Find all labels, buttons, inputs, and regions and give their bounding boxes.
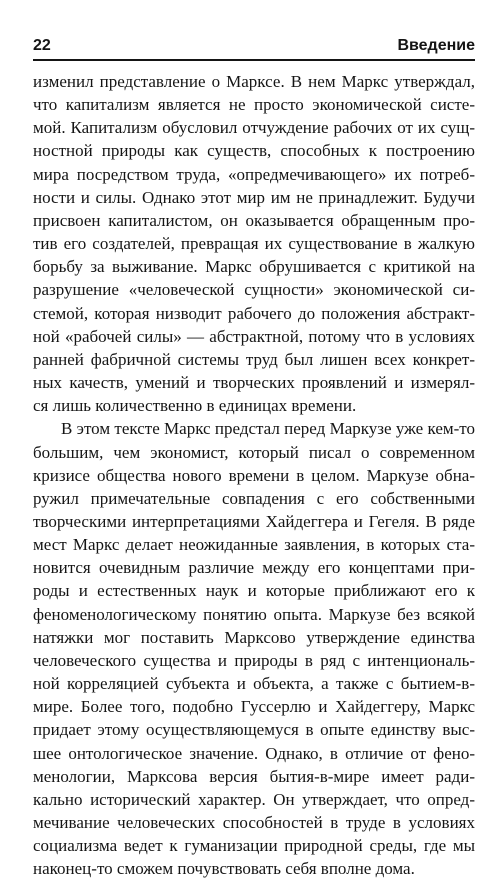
text-line: социализма ведет к гуманизации природной среды, где мы: [33, 836, 475, 856]
text-line: ности и силы. Однако этот мир им не принадлежит. Будучи: [33, 187, 475, 207]
text-line: кризисе общества нового времени в целом. Маркузе обна-: [33, 465, 475, 485]
paragraph: [33, 417, 475, 880]
text-line: мире. Более того, подобно Гуссерлю и Хайдеггеру, Маркс: [33, 697, 475, 717]
text-line: творческими интерпретациями Хайдеггера и Гегеля. В ряде: [33, 511, 475, 531]
text-line: стемой, которая низводит рабочего до положения абстракт-: [33, 303, 475, 323]
text-line: натяжки мог поставить Марксово утверждение единства: [33, 627, 475, 647]
text-line: что капитализм является не просто экономической систе-: [33, 95, 475, 115]
text-line: феноменологическому понятию опыта. Маркузе без всякой: [33, 604, 475, 624]
text-line: роды и естественных наук и которые приближают его к: [33, 581, 475, 601]
text-line: ружил примечательные совпадения с его собственными: [33, 488, 475, 508]
text-line: придает этому осуществляющемуся в опыте единству выс-: [33, 720, 475, 740]
text-line: мой. Капитализм обусловил отчуждение рабочих от их сущ-: [33, 118, 475, 138]
text-line: ных качеств, умений и творческих проявлений и измерял-: [33, 373, 475, 393]
text-line: ной корреляцией субъекта и объекта, а также с бытием-в-: [33, 674, 475, 694]
text-line: человеческого существа и природы в ряд с интенциональ-: [33, 650, 475, 670]
page-number: 22: [33, 37, 51, 54]
text-line: присвоен капиталистом, он оказывается обращенным про-: [33, 210, 475, 230]
text-line: шее онтологическое значение. Однако, в отличие от фено-: [33, 743, 475, 763]
text-line: ностной природы как существ, способных к построению: [33, 141, 475, 161]
text-line: изменил представление о Марксе. В нем Маркс утверждал,: [33, 72, 475, 91]
text-line: мечивание человеческих способностей в труде в условиях: [33, 813, 475, 832]
text-line: мира посредством труда, «опредмечивающего» их потреб-: [33, 164, 475, 184]
text-line: менологии, Марксова версия бытия-в-мире имеет ради-: [33, 766, 475, 786]
text-line: ной «рабочей силы» — абстрактной, потому что в условиях: [33, 326, 475, 346]
text-line: наконец-то сможем почувствовать себя вполне дома.: [33, 859, 415, 879]
text-line: борьбу за выживание. Маркс обрушивается с критикой на: [33, 257, 475, 277]
text-line: кально исторический характер. Он утверждает, что опред-: [33, 789, 475, 809]
running-head: [33, 0, 475, 54]
text-line: новится очевидным различие между его концептами при-: [33, 558, 475, 578]
text-line: В этом тексте Маркс предстал перед Маркузе уже кем-то: [61, 419, 475, 439]
text-line: разрушение «человеческой сущности» экономической си-: [33, 280, 475, 300]
body-text: [33, 70, 475, 880]
text-line: тив его создателей, превращая их существование в жалкую: [33, 234, 475, 254]
section-title: Введение: [397, 37, 475, 54]
text-line: ся лишь количественно в единицах времени.: [33, 396, 357, 416]
text-line: большим, чем экономист, который писал о современном: [33, 442, 475, 462]
text-line: ранней фабричной системы труд был лишен всех конкрет-: [33, 349, 475, 369]
header-divider: [33, 59, 475, 61]
paragraph: [33, 70, 475, 417]
text-line: мест Маркс делает неожиданные заявления, в которых ста-: [33, 535, 475, 555]
